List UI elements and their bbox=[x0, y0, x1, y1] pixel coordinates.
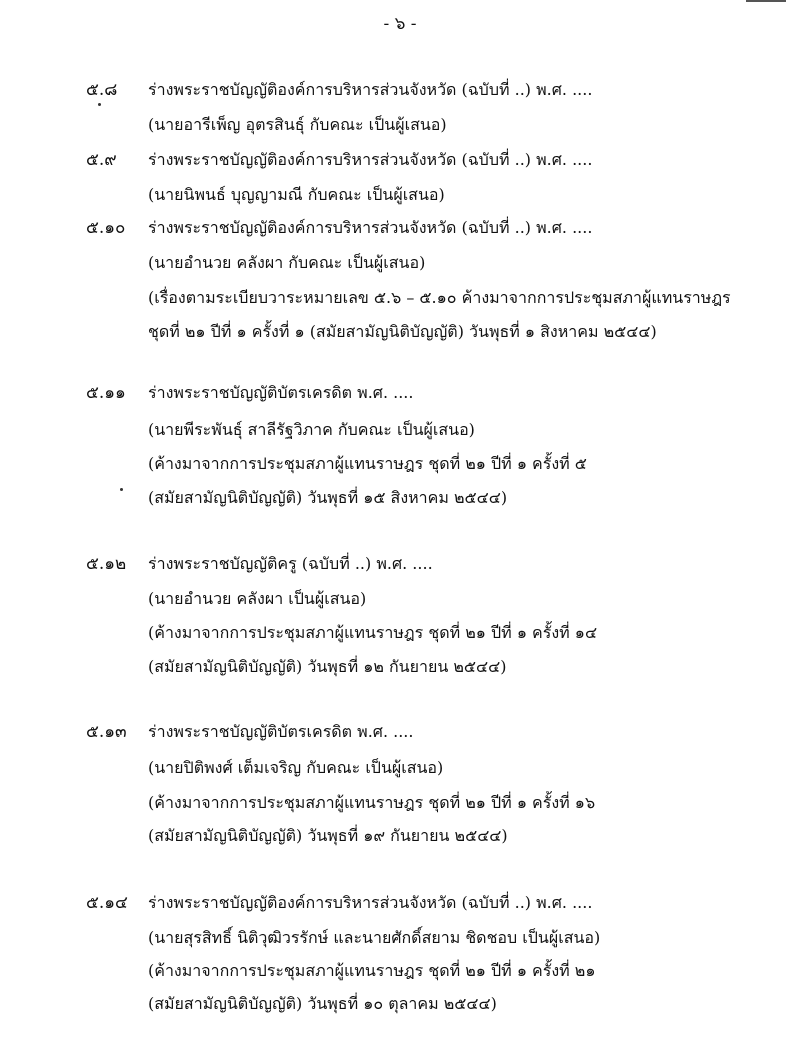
agenda-item-proposer: (นายอารีเพ็ญ อุตรสินธุ์ กับคณะ เป็นผู้เสนอ) bbox=[148, 115, 447, 134]
agenda-item-proposer: (นายอำนวย คลังผา กับคณะ เป็นผู้เสนอ) bbox=[148, 253, 426, 272]
agenda-item-title: ร่างพระราชบัญญัติครู (ฉบับที่ ..) พ.ศ. .... bbox=[148, 554, 433, 573]
page-number: - ๖ - bbox=[383, 14, 417, 34]
agenda-item-title: ร่างพระราชบัญญัติองค์การบริหารส่วนจังหวัด (ฉบับที่ ..) พ.ศ. .... bbox=[148, 893, 593, 912]
agenda-item-title: ร่างพระราชบัญญัติบัตรเครดิต พ.ศ. .... bbox=[148, 722, 414, 741]
agenda-item-note: (สมัยสามัญนิติบัญญัติ) วันพุธที่ ๑๙ กันยายน ๒๕๔๔) bbox=[148, 826, 508, 845]
agenda-item-number: ๕.๙ bbox=[86, 150, 117, 170]
agenda-item-title: ร่างพระราชบัญญัติบัตรเครดิต พ.ศ. .... bbox=[148, 383, 414, 402]
agenda-item-note: (ค้างมาจากการประชุมสภาผู้แทนราษฎร ชุดที่ ๒๑ ปีที่ ๑ ครั้งที่ ๒๑ bbox=[148, 961, 596, 980]
agenda-item-note: (ค้างมาจากการประชุมสภาผู้แทนราษฎร ชุดที่ ๒๑ ปีที่ ๑ ครั้งที่ ๑๔ bbox=[148, 623, 598, 642]
agenda-item-proposer: (นายสุรสิทธิ์ นิติวุฒิวรรักษ์ และนายศักดิ์สยาม ชิดชอบ เป็นผู้เสนอ) bbox=[148, 928, 601, 947]
agenda-item-note: ชุดที่ ๒๑ ปีที่ ๑ ครั้งที่ ๑ (สมัยสามัญนิติบัญญัติ) วันพุธที่ ๑ สิงหาคม ๒๕๔๔) bbox=[148, 322, 657, 341]
scan-speck bbox=[120, 488, 123, 491]
agenda-item-number: ๕.๘ bbox=[86, 80, 118, 100]
agenda-item-title: ร่างพระราชบัญญัติองค์การบริหารส่วนจังหวัด (ฉบับที่ ..) พ.ศ. .... bbox=[148, 80, 593, 99]
agenda-item-title: ร่างพระราชบัญญัติองค์การบริหารส่วนจังหวัด (ฉบับที่ ..) พ.ศ. .... bbox=[148, 150, 593, 169]
agenda-item-note: (เรื่องตามระเบียบวาระหมายเลข ๕.๖ – ๕.๑๐ ค้างมาจากการประชุมสภาผู้แทนราษฎร bbox=[148, 288, 731, 307]
agenda-item-proposer: (นายอำนวย คลังผา เป็นผู้เสนอ) bbox=[148, 589, 367, 608]
agenda-item-number: ๕.๑๐ bbox=[86, 218, 126, 238]
agenda-item-number: ๕.๑๑ bbox=[86, 383, 126, 403]
agenda-item-note: (ค้างมาจากการประชุมสภาผู้แทนราษฎร ชุดที่ ๒๑ ปีที่ ๑ ครั้งที่ ๑๖ bbox=[148, 793, 596, 812]
agenda-item-note: (สมัยสามัญนิติบัญญัติ) วันพุธที่ ๑๕ สิงหาคม ๒๕๔๔) bbox=[148, 488, 508, 507]
agenda-item-proposer: (นายนิพนธ์ บุญญามณี กับคณะ เป็นผู้เสนอ) bbox=[148, 185, 445, 204]
agenda-item-number: ๕.๑๒ bbox=[86, 554, 127, 574]
agenda-item-title: ร่างพระราชบัญญัติองค์การบริหารส่วนจังหวัด (ฉบับที่ ..) พ.ศ. .... bbox=[148, 218, 593, 237]
agenda-item-number: ๕.๑๔ bbox=[86, 893, 128, 913]
agenda-item-number: ๕.๑๓ bbox=[86, 722, 127, 742]
agenda-item-proposer: (นายปิติพงศ์ เต็มเจริญ กับคณะ เป็นผู้เสนอ) bbox=[148, 758, 444, 777]
scan-corner-mark bbox=[746, 0, 786, 2]
agenda-item-note: (สมัยสามัญนิติบัญญัติ) วันพุธที่ ๑๒ กันยายน ๒๕๔๔) bbox=[148, 657, 507, 676]
scan-speck bbox=[98, 103, 101, 106]
agenda-item-proposer: (นายพีระพันธุ์ สาลีรัฐวิภาค กับคณะ เป็นผู้เสนอ) bbox=[148, 420, 475, 439]
agenda-item-note: (สมัยสามัญนิติบัญญัติ) วันพุธที่ ๑๐ ตุลาคม ๒๕๔๔) bbox=[148, 994, 497, 1013]
agenda-item-note: (ค้างมาจากการประชุมสภาผู้แทนราษฎร ชุดที่ ๒๑ ปีที่ ๑ ครั้งที่ ๕ bbox=[148, 454, 587, 473]
